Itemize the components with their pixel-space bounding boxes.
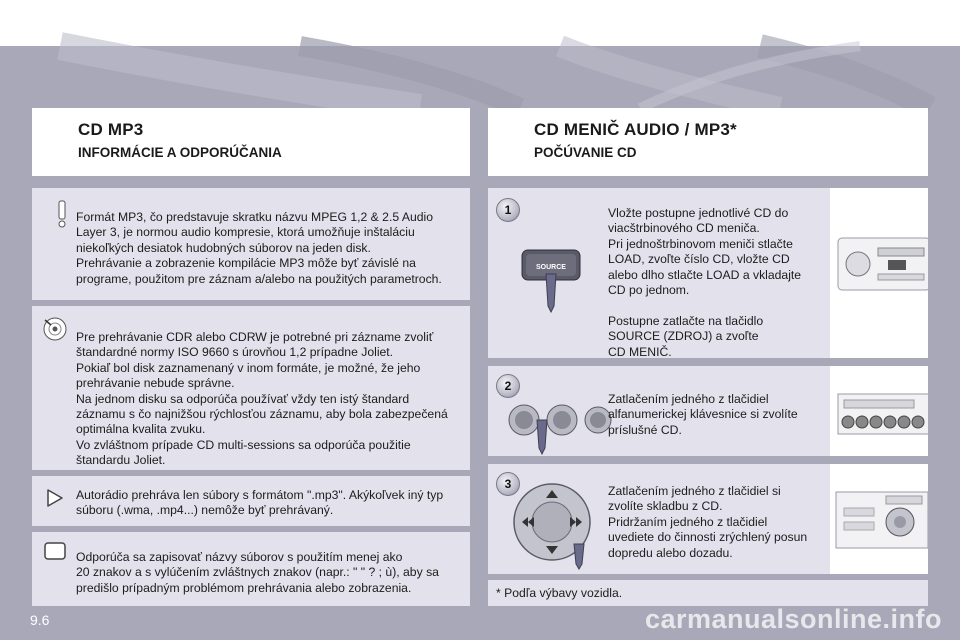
page-number: 9.6 <box>30 612 50 628</box>
source-button-illustration <box>516 246 592 316</box>
step-text: Zatlačením jedného z tlačidiel si zvolíte skladbu z CD. Pridržaním jedného z tlačidiel uvediete do činnosti zrýchlený posun dopredu alebo dozadu. <box>608 484 808 560</box>
source-button-label: SOURCE <box>536 264 566 271</box>
radio-image <box>830 188 928 358</box>
step-number-badge: 1 <box>496 198 520 222</box>
step-text: Zatlačením jedného z tlačidiel alfanumerickej klávesnice si zvolíte príslušné CD. <box>608 392 798 437</box>
note-panel <box>32 476 470 526</box>
footnote-panel <box>488 580 928 606</box>
note-panel <box>32 306 470 470</box>
note-panel <box>32 188 470 300</box>
note-text: Formát MP3, čo predstavuje skratku názvu MPEG 1,2 & 2.5 Audio Layer 3, je normou audio kompresie, ktorá umožňuje inštaláciu niekoľkých desiatok hudobných súborov na jeden disk. Prehrávanie a zobrazenie kompilácie MP3 môže byť závislé na programe, použitom pre záznam a/alebo na použitých parametroch. <box>76 210 442 286</box>
right-header <box>488 108 928 176</box>
warning-icon <box>52 200 72 228</box>
step-panel <box>488 366 928 456</box>
keypad-image <box>830 366 928 456</box>
numeric-keys-illustration <box>502 402 612 462</box>
screen-icon <box>44 542 66 560</box>
note-panel <box>32 532 470 606</box>
radio-controls-illustration <box>830 464 928 574</box>
step-number-badge: 3 <box>496 472 520 496</box>
footnote-text: * Podľa výbavy vozidla. <box>496 586 623 600</box>
watermark: carmanualsonline.info <box>644 604 942 634</box>
play-icon <box>46 488 64 508</box>
note-text: Autorádio prehráva len súbory s formátom ".mp3". Akýkoľvek iný typ súboru (.wma, .mp4...) nemôže byť prehrávaný. <box>76 488 444 518</box>
section-title: CD MP3 <box>78 120 144 139</box>
section-title: CD MENIČ AUDIO / MP3* <box>534 120 737 139</box>
step-text: Vložte postupne jednotlivé CD do viacštrbinového CD meniča. Pri jednoštrbinovom meniči stlačte LOAD, zvoľte číslo CD, vložte CD alebo dlho stlačte LOAD a vkladajte CD po jednom. Postupne zatlačte na tlačidlo SOURCE (ZDROJ) a zvoľte CD MENIČ. <box>608 206 802 359</box>
note-text: Pre prehrávanie CDR alebo CDRW je potrebné pri zázname zvoliť štandardné normy ISO 9660 s úrovňou 1,2 prípadne Joliet. Pokiaľ bol disk zaznamenaný v inom formáte, je možné, že jeho prehrávanie nebude správne. Na jednom disku sa odporúča používať vždy ten istý štandard záznamu s čo najnižšou rýchlosťou záznamu, aby bola zabezpečená optimálna kvalita zvuku. Vo zvláštnom prípade CD multi-sessions sa odporúča použitie štandardu Joliet. <box>76 330 448 468</box>
direction-pad-illustration <box>512 474 602 570</box>
section-subtitle: POČÚVANIE CD <box>534 145 637 160</box>
radio-controls-image <box>830 464 928 574</box>
step-number-badge: 2 <box>496 374 520 398</box>
section-subtitle: INFORMÁCIE A ODPORÚČANIA <box>78 145 282 160</box>
radio-faceplate-illustration <box>830 188 928 358</box>
note-text: Odporúča sa zapisovať názvy súborov s použitím menej ako 20 znakov a s vylúčením zvláštnych znakov (napr.: " " ? ; ù), aby sa predišlo prípadným problémom prehrávania alebo zobrazenia. <box>76 550 439 595</box>
keypad-illustration <box>830 366 928 456</box>
step-panel <box>488 464 928 574</box>
disc-icon <box>42 316 68 342</box>
step-panel <box>488 188 928 358</box>
left-header <box>32 108 470 176</box>
